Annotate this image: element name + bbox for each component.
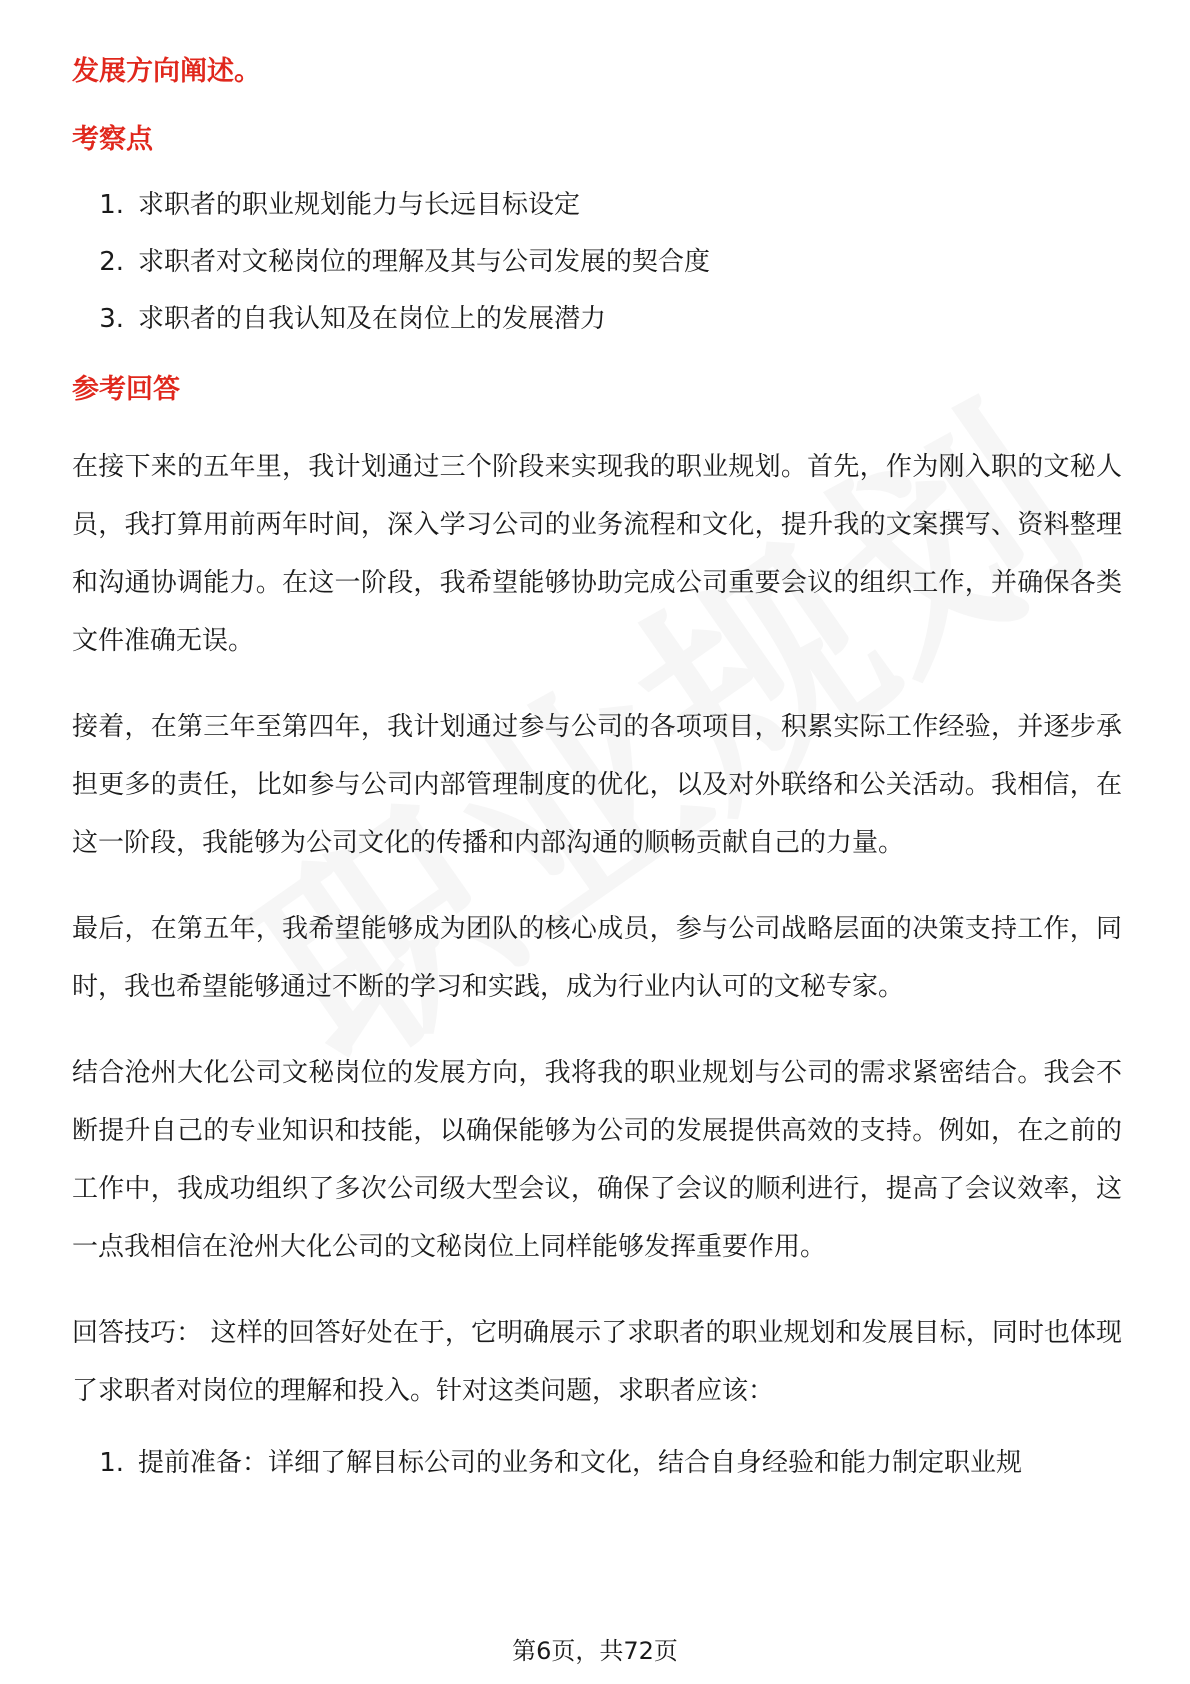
- paragraph: 结合沧州大化公司文秘岗位的发展方向，我将我的职业规划与公司的需求紧密结合。我会不断提升自己的专业知识和技能，以确保能够为公司的发展提供高效的支持。例如，在之前的工作中，我成功组织了多次公司级大型会议，确保了会议的顺利进行，提高了会议效率，这一点我相信在沧州大化公司的文秘岗位上同样能够发挥重要作用。: [72, 1058, 1122, 1262]
- paragraph: 最后，在第五年，我希望能够成为团队的核心成员，参与公司战略层面的决策支持工作，同时，我也希望能够通过不断的学习和实践，成为行业内认可的文秘专家。: [72, 914, 1122, 1002]
- list-text: 求职者的职业规划能力与长远目标设定: [138, 190, 581, 220]
- list-item: [72, 241, 1122, 283]
- points-list: [72, 184, 1122, 340]
- list-number: 1.: [99, 1448, 124, 1478]
- paragraph: 接着，在第三年至第四年，我计划通过参与公司的各项项目，积累实际工作经验，并逐步承担更多的责任，比如参与公司内部管理制度的优化，以及对外联络和公关活动。我相信，在这一阶段，我能够为公司文化的传播和内部沟通的顺畅贡献自己的力量。: [72, 712, 1122, 858]
- points-heading: 考察点: [72, 124, 153, 155]
- page-footer: 第6页，共72页: [512, 1637, 678, 1665]
- section-title: 发展方向阐述。: [72, 56, 261, 87]
- tips-paragraph: 回答技巧： 这样的回答好处在于，它明确展示了求职者的职业规划和发展目标，同时也体现了求职者对岗位的理解和投入。针对这类问题，求职者应该：: [72, 1318, 1122, 1406]
- answer-heading: 参考回答: [72, 374, 180, 405]
- list-number: 2.: [99, 247, 124, 277]
- paragraph: 在接下来的五年里，我计划通过三个阶段来实现我的职业规划。首先，作为刚入职的文秘人员，我打算用前两年时间，深入学习公司的业务流程和文化，提升我的文案撰写、资料整理和沟通协调能力。在这一阶段，我希望能够协助完成公司重要会议的组织工作，并确保各类文件准确无误。: [72, 452, 1122, 656]
- tips-list: [72, 1442, 1122, 1484]
- list-item: [72, 298, 1122, 340]
- list-item: [72, 184, 1122, 226]
- document-page: [72, 40, 1122, 1499]
- list-text: 求职者的自我认知及在岗位上的发展潜力: [138, 304, 607, 334]
- list-text: 求职者对文秘岗位的理解及其与公司发展的契合度: [138, 247, 711, 277]
- list-number: 1.: [99, 190, 124, 220]
- list-item: [72, 1442, 1122, 1484]
- list-number: 3.: [99, 304, 124, 334]
- list-text: 提前准备：详细了解目标公司的业务和文化，结合自身经验和能力制定职业规: [138, 1448, 1023, 1478]
